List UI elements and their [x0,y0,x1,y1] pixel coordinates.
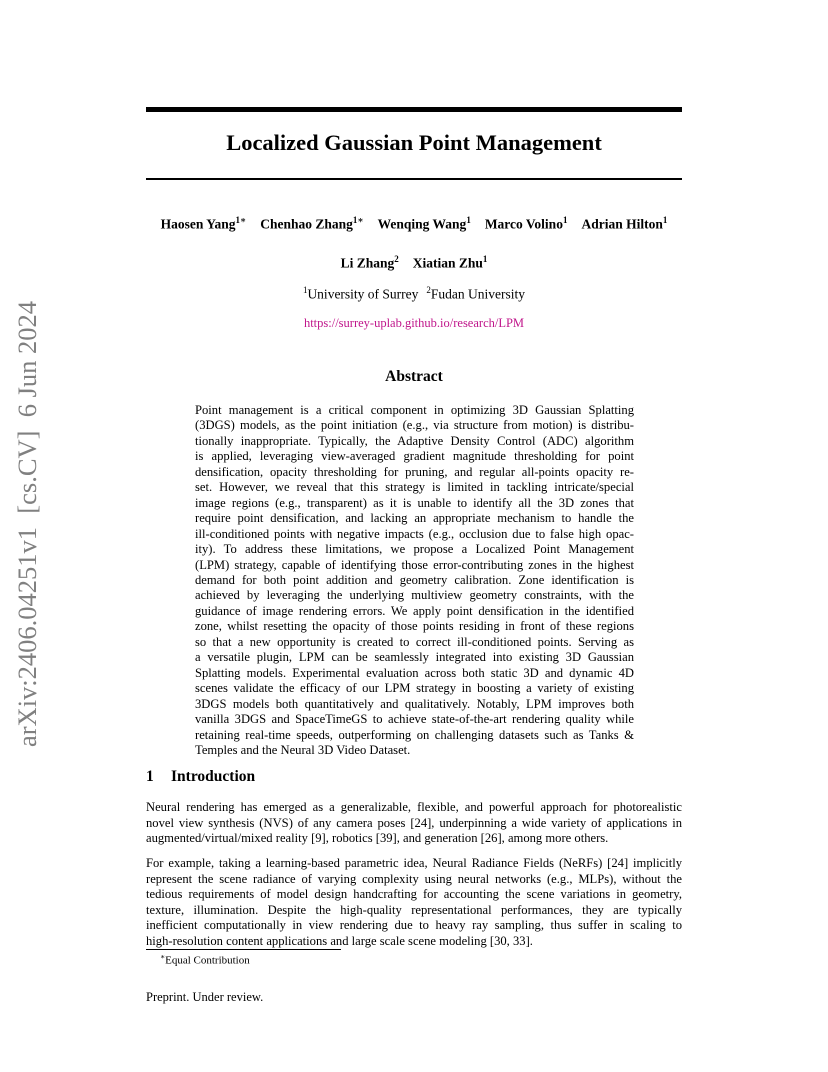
affiliations [146,285,682,303]
abstract-line: Point management is a critical component in optimizing 3D Gaussian Splatting [195,403,634,417]
paragraph-line: For example, taking a learning-based parametric idea, Neural Radiance Fields (NeRFs) [24] implicitly [146,856,682,870]
author-affiliation-mark: 1 [482,254,488,264]
affiliation-name: Fudan University [430,286,526,302]
footnote-mark: ∗ [160,952,166,961]
abstract-line: image regions (e.g., transparent) as it is unable to identify all the 3D zones that [195,495,634,510]
author-name: Haosen Yang [160,216,236,232]
affiliation-mark: 1 [302,285,308,295]
paragraph-line: Neural rendering has emerged as a generalizable, flexible, and powerful approach for photorealistic [146,800,682,814]
abstract-line: vanilla 3DGS and SpaceTimeGS to achieve state-of-the-art rendering quality while [195,712,634,727]
abstract-line: set. However, we reveal that this strategy is limited in tackling intricate/special [195,480,634,495]
abstract-line: Splatting models. Experimental evaluation across both static 3D and dynamic 4D [195,665,634,680]
abstract-line: retaining real-time speeds, outperforming on challenging datasets such as Tanks & [195,727,634,742]
author [161,215,247,233]
abstract-line: so that a new opportunity is created to correct ill-conditioned points. Serving as [195,634,634,649]
author [581,215,667,233]
arxiv-identifier-stamp [5,296,45,752]
author-affiliation-mark: 1∗ [235,215,247,225]
abstract-line: densification, opacity thresholding for pruning, and regular all-points opacity re- [195,464,634,479]
author-affiliation-mark: 1∗ [352,215,364,225]
abstract-line: zone, whilst resetting the opacity of those points residing in front of these regions [195,619,634,634]
paragraph-line: tedious requirements of model design handcrafting for accounting the scene variations in geometry, [146,887,682,902]
author [341,254,399,272]
paragraph-line: texture, illumination. Despite the high-quality representational performances, they are typically [146,902,682,917]
author [260,215,363,233]
affiliation-name: University of Surrey [307,286,419,302]
paragraph-line: inefficient computationally in view rendering due to heavy ray sampling, thus suffer in scaling to [146,918,682,933]
paragraph-line: represent the scene radiance of varying complexity using neural networks (e.g., MLPs), without the [146,871,682,886]
abstract-heading: Abstract [385,368,443,385]
paragraph-line: novel view synthesis (NVS) of any camera poses [24], underpinning a wide variety of applications in [146,815,682,830]
author-name: Adrian Hilton [581,216,663,232]
abstract-line: is applied, leveraging view-averaged gradient magnitude thresholding for point [195,449,634,464]
footnote-rule [146,949,341,950]
author-name: Marco Volino [484,216,563,232]
intro-paragraph-1 [146,800,682,847]
preprint-note: Preprint. Under review. [146,990,264,1004]
footnote-text: Equal Contribution [165,954,250,967]
author-affiliation-mark: 1 [562,215,568,225]
paragraph-line: high-resolution content applications and large scale scene modeling [30, 33]. [146,933,533,948]
paragraph-line: augmented/virtual/mixed reality [9], robotics [39], and generation [26], among more others. [146,831,609,846]
author-name: Xiatian Zhu [412,255,483,271]
author-list-row-2 [146,254,682,272]
abstract-line: ity). To address these limitations, we propose a Localized Point Management [195,542,634,557]
abstract-line: Temples and the Neural 3D Video Dataset. [195,742,411,757]
abstract-line: guidance of image rendering errors. We apply point densification in the identified [195,603,634,618]
abstract-line: a versatile plugin, LPM can be seamlessly integrated into existing 3D Gaussian [195,650,634,665]
author-affiliation-mark: 1 [662,215,668,225]
title-bottom-rule [146,178,682,180]
section-number: 1 [146,768,154,785]
project-url-link[interactable]: https://surrey-uplab.github.io/research/LPM [303,316,525,330]
author [378,215,471,233]
affiliation [303,285,418,303]
author-affiliation-mark: 1 [466,215,471,225]
abstract-line: ill-conditioned points with negative impacts (e.g., occlusion due to false high opac- [195,526,634,541]
intro-paragraph-2 [146,856,682,950]
abstract-line: demand for both point addition and geometry calibration. Zone identification is [195,572,634,587]
abstract-line: require point densification, and lacking an appropriate mechanism to handle the [195,511,634,526]
author-affiliation-mark: 2 [394,254,399,264]
abstract-line: scenes validate the efficacy of our LPM strategy in boosting a variety of existing [195,681,634,696]
section-heading-introduction [146,768,255,786]
author [485,215,568,233]
abstract-line: (3DGS) models, as the point initiation (e.g., via structure from motion) is distribu- [195,418,634,433]
abstract-body [195,403,634,758]
author-name: Wenqing Wang [377,216,467,232]
footnote [160,952,250,967]
author [413,254,488,272]
abstract-line: (LPM) strategy, capable of identifying those error-contributing zones in the highest [195,557,634,572]
abstract-line: 3DGS models both quantitatively and qualitatively. Notably, LPM improves both [195,696,634,711]
arxiv-stamp-text: arXiv:2406.04251v1 [cs.CV] 6 Jun 2024 [12,300,42,748]
section-title: Introduction [171,768,256,785]
abstract-line: achieved by leveraging the underlying multiview geometry constraints, with the [195,588,634,603]
author-list-row-1 [146,215,682,233]
title-top-rule [146,107,682,112]
author-name: Chenhao Zhang [260,216,353,232]
paper-title: Localized Gaussian Point Management [226,130,602,155]
author-name: Li Zhang [340,255,395,271]
affiliation [426,285,525,303]
abstract-line: tionally inappropriate. Typically, the Adaptive Density Control (ADC) algorithm [195,433,634,448]
affiliation-mark: 2 [426,285,431,295]
